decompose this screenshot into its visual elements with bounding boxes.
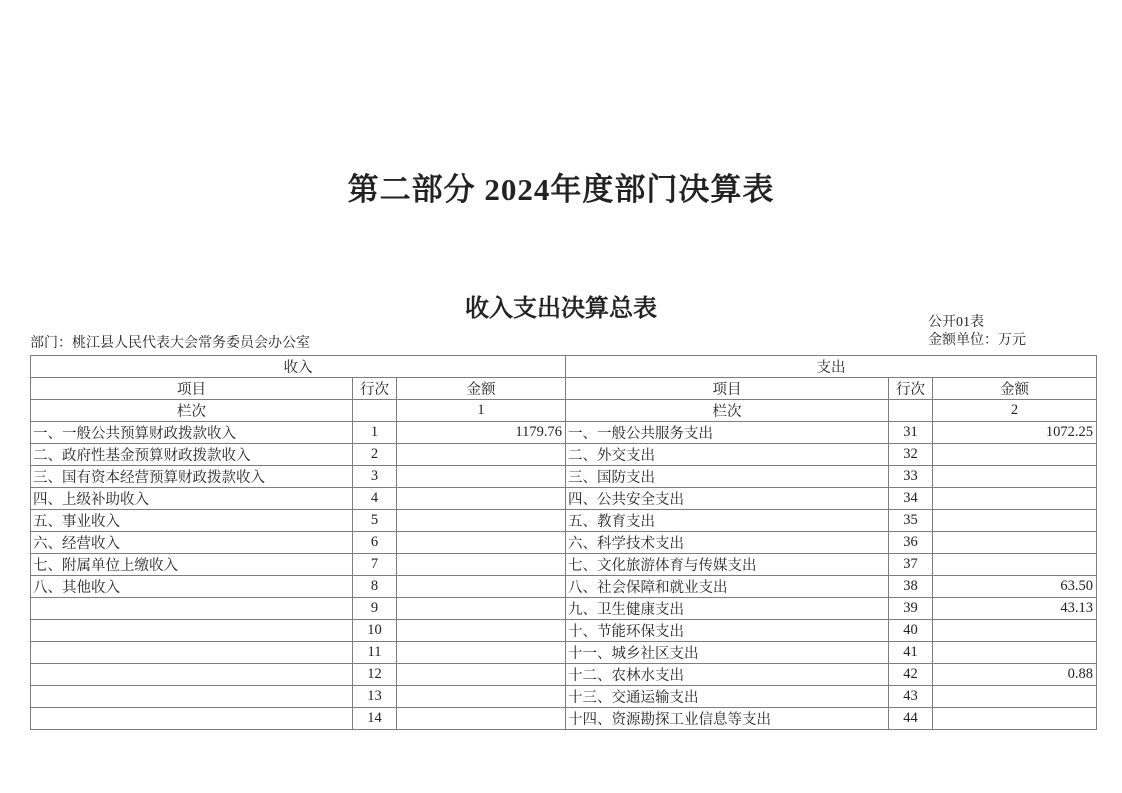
- table-row: [31, 488, 1097, 510]
- expense-item-cell: 六、科学技术支出: [566, 532, 889, 554]
- expense-item-cell: 十、节能环保支出: [566, 620, 889, 642]
- expense-rownum-cell: 31: [889, 422, 933, 444]
- expense-index-label: 栏次: [566, 400, 889, 422]
- income-rownum-cell: 7: [353, 554, 397, 576]
- expense-rownum-cell: 36: [889, 532, 933, 554]
- expense-item-cell: 七、文化旅游体育与传媒支出: [566, 554, 889, 576]
- income-item-header: 项目: [31, 378, 353, 400]
- table-row: [31, 554, 1097, 576]
- income-rownum-cell: 9: [353, 598, 397, 620]
- income-rownum-cell: 11: [353, 642, 397, 664]
- income-amount-cell: [397, 686, 566, 708]
- table-row: [31, 510, 1097, 532]
- table-row: [31, 708, 1097, 730]
- expense-rownum-cell: 40: [889, 620, 933, 642]
- expense-item-cell: 十二、农林水支出: [566, 664, 889, 686]
- income-amount-cell: 1179.76: [397, 422, 566, 444]
- income-item-cell: 七、附属单位上缴收入: [31, 554, 353, 576]
- table-subtitle: 收入支出决算总表: [465, 296, 657, 322]
- income-amount-cell: [397, 576, 566, 598]
- expense-amount-cell: 43.13: [933, 598, 1097, 620]
- expense-amount-cell: [933, 642, 1097, 664]
- income-amount-cell: [397, 532, 566, 554]
- income-rownum-cell: 1: [353, 422, 397, 444]
- income-item-cell: [31, 664, 353, 686]
- income-item-cell: 二、政府性基金预算财政拨款收入: [31, 444, 353, 466]
- expense-amount-cell: [933, 554, 1097, 576]
- income-rownum-header: 行次: [353, 378, 397, 400]
- income-rownum-cell: 13: [353, 686, 397, 708]
- income-item-cell: 四、上级补助收入: [31, 488, 353, 510]
- table-row: [31, 598, 1097, 620]
- expense-item-cell: 十一、城乡社区支出: [566, 642, 889, 664]
- expense-item-cell: 一、一般公共服务支出: [566, 422, 889, 444]
- expense-item-cell: 八、社会保障和就业支出: [566, 576, 889, 598]
- expense-item-cell: 十四、资源勘探工业信息等支出: [566, 708, 889, 730]
- income-rownum-cell: 6: [353, 532, 397, 554]
- income-item-cell: 八、其他收入: [31, 576, 353, 598]
- expense-rownum-cell: 38: [889, 576, 933, 598]
- income-amount-cell: [397, 466, 566, 488]
- expense-amount-header: 金额: [933, 378, 1097, 400]
- income-rownum-cell: 10: [353, 620, 397, 642]
- income-index-value: 1: [397, 400, 566, 422]
- table-code: 公开01表: [928, 315, 984, 330]
- table-row: [31, 686, 1097, 708]
- expense-amount-cell: 63.50: [933, 576, 1097, 598]
- department-label: 部门：桃江县人民代表大会常务委员会办公室: [30, 336, 310, 351]
- expense-item-cell: 二、外交支出: [566, 444, 889, 466]
- expense-amount-cell: [933, 466, 1097, 488]
- income-item-cell: [31, 708, 353, 730]
- expense-rownum-header: 行次: [889, 378, 933, 400]
- income-item-cell: 五、事业收入: [31, 510, 353, 532]
- income-amount-cell: [397, 554, 566, 576]
- income-rownum-cell: 4: [353, 488, 397, 510]
- income-rownum-cell: 2: [353, 444, 397, 466]
- unit-label: 金额单位：万元: [928, 332, 1026, 348]
- income-amount-cell: [397, 642, 566, 664]
- expense-rownum-cell: 32: [889, 444, 933, 466]
- income-section-header: 收入: [31, 356, 566, 378]
- income-amount-header: 金额: [397, 378, 566, 400]
- summary-table: [30, 355, 1097, 730]
- income-rownum-cell: 5: [353, 510, 397, 532]
- income-amount-cell: [397, 510, 566, 532]
- expense-amount-cell: 0.88: [933, 664, 1097, 686]
- income-amount-cell: [397, 708, 566, 730]
- expense-index-value: 2: [933, 400, 1097, 422]
- expense-amount-cell: [933, 444, 1097, 466]
- expense-amount-cell: [933, 510, 1097, 532]
- table-row: [31, 422, 1097, 444]
- expense-rownum-cell: 39: [889, 598, 933, 620]
- expense-amount-cell: [933, 488, 1097, 510]
- expense-rownum-cell: 43: [889, 686, 933, 708]
- expense-item-cell: 九、卫生健康支出: [566, 598, 889, 620]
- income-item-cell: 三、国有资本经营预算财政拨款收入: [31, 466, 353, 488]
- expense-amount-cell: [933, 708, 1097, 730]
- table-row: [31, 620, 1097, 642]
- expense-item-cell: 十三、交通运输支出: [566, 686, 889, 708]
- income-index-rownum-cell: [353, 400, 397, 422]
- income-rownum-cell: 14: [353, 708, 397, 730]
- table-row: [31, 642, 1097, 664]
- income-rownum-cell: 3: [353, 466, 397, 488]
- income-rownum-cell: 8: [353, 576, 397, 598]
- expense-rownum-cell: 42: [889, 664, 933, 686]
- expense-rownum-cell: 44: [889, 708, 933, 730]
- income-amount-cell: [397, 488, 566, 510]
- table-row: [31, 444, 1097, 466]
- income-amount-cell: [397, 444, 566, 466]
- section-header-row: [31, 356, 1097, 378]
- table-row: [31, 532, 1097, 554]
- expense-amount-cell: [933, 620, 1097, 642]
- income-amount-cell: [397, 598, 566, 620]
- expense-amount-cell: 1072.25: [933, 422, 1097, 444]
- expense-index-rownum-cell: [889, 400, 933, 422]
- expense-item-cell: 三、国防支出: [566, 466, 889, 488]
- column-index-row: [31, 400, 1097, 422]
- table-row: [31, 576, 1097, 598]
- expense-item-cell: 五、教育支出: [566, 510, 889, 532]
- income-item-cell: [31, 642, 353, 664]
- expense-rownum-cell: 35: [889, 510, 933, 532]
- expense-item-cell: 四、公共安全支出: [566, 488, 889, 510]
- table-meta-right: [928, 314, 1026, 349]
- table-row: [31, 466, 1097, 488]
- income-item-cell: [31, 620, 353, 642]
- income-item-cell: [31, 686, 353, 708]
- income-rownum-cell: 12: [353, 664, 397, 686]
- expense-rownum-cell: 37: [889, 554, 933, 576]
- expense-section-header: 支出: [566, 356, 1097, 378]
- income-item-cell: 六、经营收入: [31, 532, 353, 554]
- expense-item-header: 项目: [566, 378, 889, 400]
- column-header-row: [31, 378, 1097, 400]
- income-index-label: 栏次: [31, 400, 353, 422]
- expense-amount-cell: [933, 532, 1097, 554]
- income-item-cell: [31, 598, 353, 620]
- page-title: 第二部分 2024年度部门决算表: [347, 172, 775, 207]
- table-row: [31, 664, 1097, 686]
- expense-rownum-cell: 34: [889, 488, 933, 510]
- income-amount-cell: [397, 620, 566, 642]
- expense-rownum-cell: 41: [889, 642, 933, 664]
- expense-rownum-cell: 33: [889, 466, 933, 488]
- expense-amount-cell: [933, 686, 1097, 708]
- income-item-cell: 一、一般公共预算财政拨款收入: [31, 422, 353, 444]
- income-amount-cell: [397, 664, 566, 686]
